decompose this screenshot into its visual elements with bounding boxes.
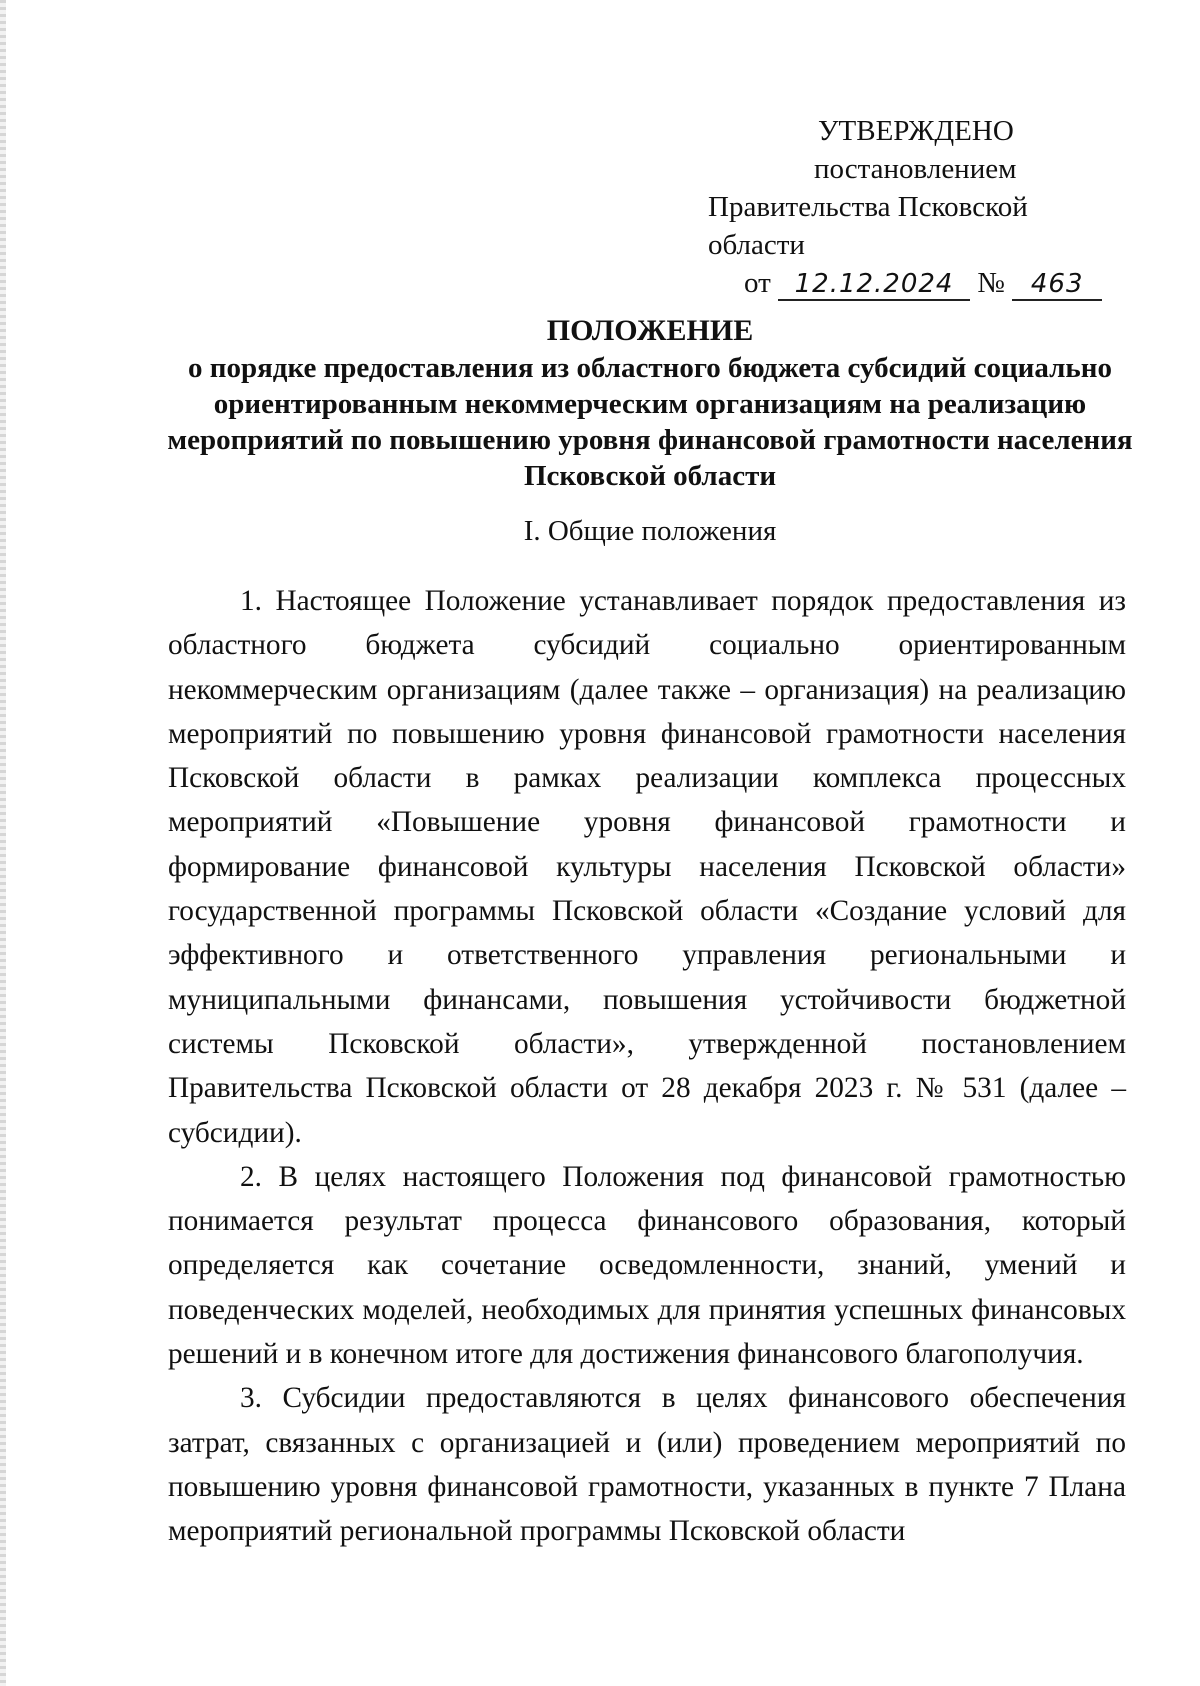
scan-edge — [0, 0, 6, 1686]
document-title — [130, 312, 1170, 494]
resolution-number: 463 — [1012, 269, 1102, 301]
resolution-label: постановлением — [814, 153, 1017, 185]
title-heading: ПОЛОЖЕНИЕ — [546, 314, 754, 347]
authority-label: Правительства Псковской области — [708, 191, 1028, 261]
paragraph-2: 2. В целях настоящего Положения под финансовой грамотностью понимается результат процесса финансового образования, который определяется как сочетание осведомленности, знаний, умений и поведенческих моделей, необходимых для принятия успешных финансовых решений и в конечном итоге для достижения финансового благополучия. — [168, 1160, 1126, 1371]
title-line: Псковской области — [523, 460, 777, 492]
section-title: I. Общие положения — [523, 515, 777, 547]
approved-label: УТВЕРЖДЕНО — [818, 115, 1014, 147]
resolution-date: 12.12.2024 — [778, 269, 970, 301]
title-line: о порядке предоставления из областного бюджета субсидий социально — [188, 352, 1112, 384]
title-line: ориентированным некоммерческим организациям на реализацию — [213, 388, 1087, 420]
number-label: № — [977, 267, 1005, 299]
paragraph-1: 1. Настоящее Положение устанавливает порядок предоставления из областного бюджета субсидий социально ориентированным некоммерческим организациям (далее также – организация) на реализацию мероприятий по повышению уровня финансовой грамотности населения Псковской области в рамках реализации комплекса процессных мероприятий «Повышение уровня финансовой грамотности и формирование финансовой культуры населения Псковской области» государственной программы Псковской области «Создание условий для эффективного и ответственного управления региональными и муниципальными финансами, повышения устойчивости бюджетной системы Псковской области», утвержденной постановлением Правительства Псковской области от 28 декабря 2023 г. № 531 (далее – субсидии). — [168, 585, 1126, 1149]
document-body — [168, 579, 1126, 1554]
approval-stamp — [690, 112, 1130, 302]
title-line: мероприятий по повышению уровня финансовой грамотности населения — [167, 424, 1133, 456]
date-number-line — [690, 264, 1130, 302]
from-label: от — [744, 267, 771, 299]
paragraph-3: 3. Субсидии предоставляются в целях финансового обеспечения затрат, связанных с организацией и (или) проведением мероприятий по повышению уровня финансовой грамотности, указанных в пункте 7 Плана мероприятий региональной программы Псковской области — [168, 1382, 1126, 1548]
